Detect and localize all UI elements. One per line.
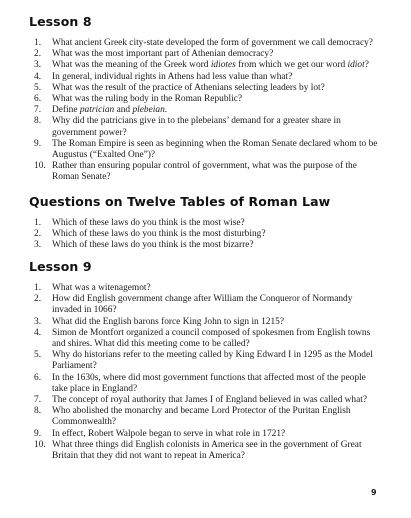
question-item (30, 83, 382, 94)
lesson-8-heading: Lesson 8 (29, 14, 92, 29)
question-text-part: Define (52, 105, 80, 116)
question-item (30, 328, 382, 350)
question-text: Which of these laws do you think is the most disturbing? (52, 229, 266, 240)
question-text: Who abolished the monarchy and became Lord Protector of the Puritan English Commonwealth? (52, 406, 351, 428)
question-item (30, 72, 382, 83)
question-text: Why did the patricians give in to the plebeians’ demand for a greater share in government power? (52, 116, 341, 138)
question-text: The Roman Empire is seen as beginning when the Roman Senate declared whom to be Augustus (“Exalted One”)? (52, 138, 378, 161)
question-number: 10. (34, 161, 46, 172)
question-text-part: ? (364, 60, 369, 71)
question-item (30, 60, 382, 71)
question-number: 2. (34, 294, 42, 305)
question-item (30, 440, 382, 462)
question-item (30, 38, 382, 49)
question-item (30, 116, 382, 138)
question-number: 10. (34, 439, 46, 450)
question-text: What was the ruling body in the Roman Republic? (52, 94, 243, 105)
question-text: Why do historians refer to the meeting called by King Edward I in 1295 as the Model Parliament? (52, 350, 373, 372)
question-number: 6. (34, 372, 42, 383)
question-text (52, 105, 382, 116)
question-number: 7. (34, 105, 42, 116)
question-item (30, 229, 382, 240)
question-text-part: from which we get our word (235, 60, 348, 71)
question-text-part: What was the meaning of the Greek word (52, 60, 211, 71)
question-text: What was the most important part of Athenian democracy? (52, 49, 274, 60)
twelve-tables-heading: Questions on Twelve Tables of Roman Law (29, 194, 331, 209)
question-text-part: and (114, 105, 133, 116)
question-item (30, 294, 382, 316)
question-item (30, 105, 382, 116)
question-number: 8. (34, 116, 42, 127)
question-number: 3. (34, 316, 42, 327)
lesson-8-question-list (30, 38, 382, 184)
question-number: 1. (34, 38, 42, 48)
question-text: What was a witenagemot? (52, 283, 151, 293)
question-text: How did English government change after William the Conqueror of Normandy invaded in 1066? (52, 294, 353, 316)
twelve-tables-question-list (30, 218, 382, 252)
question-text: What did the English barons force King John to sign in 1215? (52, 316, 284, 327)
emphasized-term: plebeian (132, 105, 165, 116)
question-item (30, 373, 382, 395)
question-item (30, 161, 382, 183)
question-item (30, 350, 382, 372)
question-number: 3. (34, 60, 42, 71)
question-number: 8. (34, 406, 42, 417)
question-item (30, 49, 382, 60)
question-number: 2. (34, 229, 42, 240)
question-number: 2. (34, 49, 42, 60)
question-number: 1. (34, 218, 42, 228)
question-text: Which of these laws do you think is the most wise? (52, 218, 245, 228)
question-item (30, 218, 382, 229)
question-item (30, 395, 382, 406)
question-text: In the 1630s, where did most government functions that affected most of the people take place in England? (52, 372, 366, 394)
question-text: Rather than ensuring popular control of government, what was the purpose of the Roman Senate? (52, 161, 357, 183)
question-number: 5. (34, 82, 42, 93)
emphasized-term: idiot (347, 60, 365, 71)
question-number: 7. (34, 395, 42, 406)
emphasized-term: idiotes (210, 60, 236, 71)
question-text: Which of these laws do you think is the most bizarre? (52, 240, 254, 251)
lesson-9-question-list (30, 283, 382, 462)
question-number: 9. (34, 138, 42, 149)
question-text-part: . (164, 105, 168, 116)
emphasized-term: patrician (79, 105, 115, 116)
page-number: 9 (371, 488, 377, 497)
question-text: The concept of royal authority that James I of England believed in was called what? (52, 395, 367, 406)
question-item (30, 429, 382, 440)
question-number: 3. (34, 240, 42, 251)
lesson-9-heading: Lesson 9 (29, 259, 92, 274)
question-number: 4. (34, 71, 42, 82)
question-item (30, 283, 382, 294)
question-text: In effect, Robert Walpole began to serve in what role in 1721? (52, 428, 286, 439)
question-item (30, 139, 382, 161)
question-number: 1. (34, 283, 42, 293)
question-text: In general, individual rights in Athens had less value than what? (52, 71, 293, 82)
question-item (30, 94, 382, 105)
question-number: 9. (34, 428, 42, 439)
question-number: 4. (34, 327, 42, 338)
question-text: What ancient Greek city-state developed the form of government we call democracy? (52, 38, 373, 48)
question-text (52, 60, 382, 71)
question-text: What three things did English colonists in America see in the government of Great Britain that they did not want to repeat in America? (52, 439, 362, 462)
question-number: 6. (34, 94, 42, 105)
question-item (30, 240, 382, 251)
question-number: 5. (34, 350, 42, 361)
question-item (30, 406, 382, 428)
question-text: What was the result of the practice of Athenians selecting leaders by lot? (52, 82, 325, 93)
question-text: Simon de Montfort organized a council composed of spokesmen from English towns and shires. What did this meeting come to be called? (52, 327, 371, 350)
question-item (30, 317, 382, 328)
